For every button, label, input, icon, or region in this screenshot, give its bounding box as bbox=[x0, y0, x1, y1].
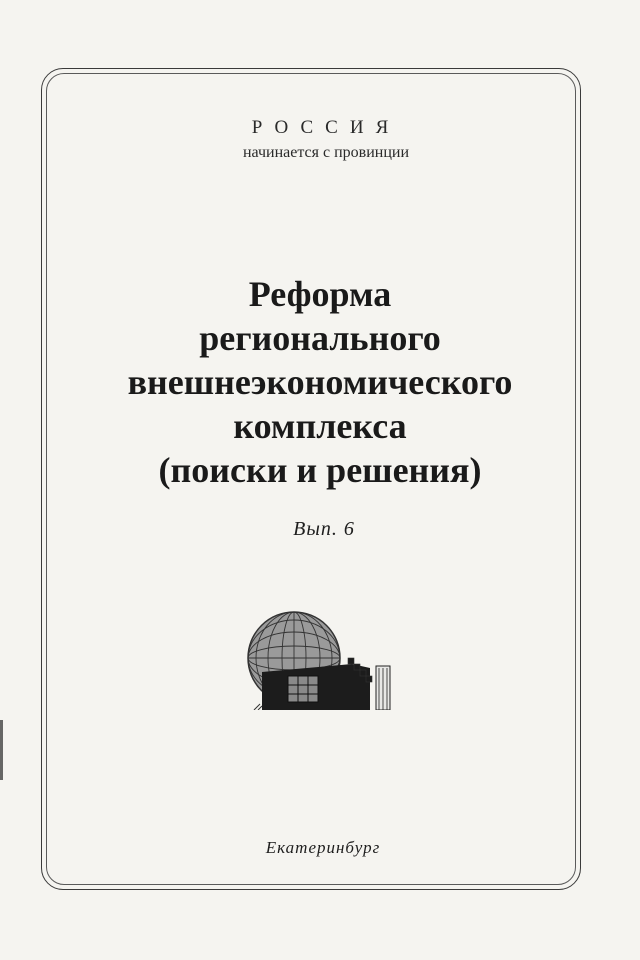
title-line: (поиски и решения) bbox=[158, 450, 482, 490]
document-title bbox=[70, 272, 570, 492]
issue-number: Вып. 6 bbox=[293, 518, 355, 540]
title-line: Реформа bbox=[248, 274, 392, 314]
publication-city: Екатеринбург bbox=[265, 838, 381, 857]
page-edge-shadow bbox=[0, 720, 3, 780]
title-line: внешнеэкономического bbox=[127, 362, 513, 402]
title-line: регионального bbox=[199, 318, 441, 358]
globe-building-logo-icon bbox=[240, 606, 396, 710]
series-subtitle: начинается с провинции bbox=[242, 144, 410, 161]
series-name: РОССИЯ bbox=[251, 117, 401, 138]
title-line: комплекса bbox=[233, 406, 407, 446]
